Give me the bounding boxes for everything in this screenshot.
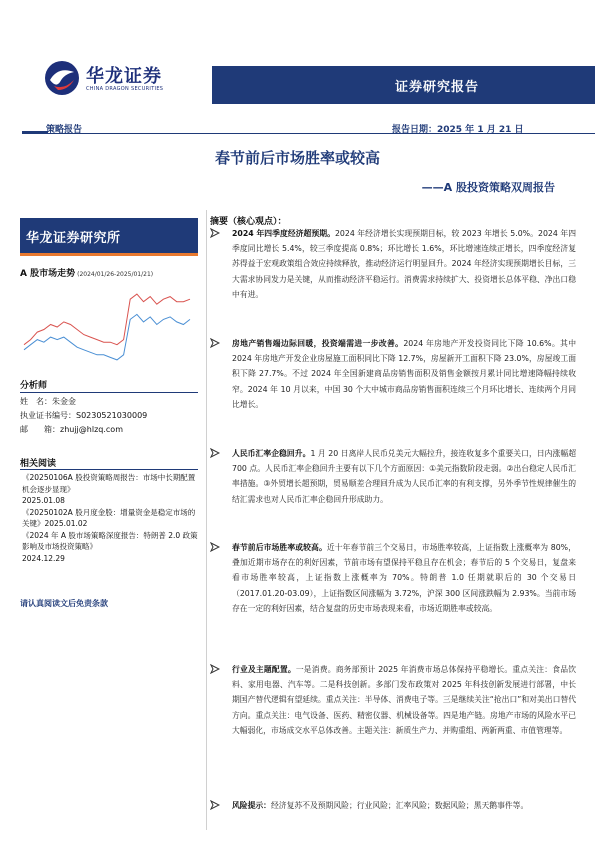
analyst-email: 邮 箱：zhujj@hlzq.com [20,425,123,434]
bullet-lead: 2024 年四季度经济超预期。 [232,229,335,238]
related-reading-list [22,472,198,564]
bullet-economy [210,226,576,302]
reading-heading: 相关阅读 [20,459,57,469]
analyst-rule [20,392,198,393]
bullet-body: 一是消费。商务部预计 2025 年消费市场总体保持平稳增长。重点关注：食品饮料、家用电器、汽车等。二是科技创新。多部门发布政策对 2025 年科技创新发展进行部署，中长期国产替代逻辑有望延续。重点关注：半导体、消费电子等。三是继续关注“抢出口”和对美出口替代方向。重点关注：电气设备、医药、精密仪器、机械设备等。四是地产链。房地产市场的风险水平已大幅弱化，市场成交水平总体改善。主题关注：新质生产力、并购重组、两新两重、市值管理等。 [232,665,577,735]
reading-item[interactable]: 《2024 年 A 股市场策略深度报告：特朗普 2.0 政策影响及市场投资策略》 [22,530,198,551]
arrow-bullet-icon [210,542,220,552]
bullet-lead: 人民币汇率企稳回升。 [232,449,311,458]
bullet-lead: 春节前后市场胜率或较高。 [232,543,327,552]
dragon-logo-icon [44,60,80,96]
bullet-risk [210,798,576,813]
bullet-holiday [210,540,576,616]
bullet-body: 2024 年经济增长实现预期目标，较 2023 年增长 5.0%。2024 年四季度同比增长 5.4%，较三季度提高 0.8%；环比增长 1.6%，环比增速连续正增长，四季度经济复苏得益于宏观政策组合效应持续释放，推动经济运行明显回升。2024 年经济实现预期增长目标，三大需求协同发力是关键，从而推动经济平稳运行。消费需求持续扩大、投资增长总体平稳、净出口稳中有进。 [232,229,576,299]
sidebar [20,210,198,830]
disclaimer-note[interactable]: 请认真阅读文后免责条款 [20,599,108,608]
bullet-currency [210,446,576,507]
trend-period: (2024/01/26-2025/01/21) [77,271,154,278]
report-date: 报告日期：2025 年 1 月 21 日 [392,125,524,135]
arrow-bullet-icon [210,800,220,810]
bullet-body: 1 月 20 日离岸人民币兑美元大幅拉升，接连收复多个重要关口，日内涨幅超 700 点。人民币汇率企稳回升主要有以下几个方面原因：①美元指数阶段走弱。②出台稳定人民币汇率措施。③外贸增长超预期，贸易顺差合理回升成为人民币汇率的有利支撑，另外季节性规律催生的结汇需求也对人民币汇率企稳回升形成助力。 [232,449,576,504]
bullet-lead: 房地产销售端边际回暖，投资端需进一步改善。 [232,339,404,348]
series-blue-line [24,314,190,360]
report-subtitle: ——A 股投资策略双周报告 [421,181,555,194]
reading-item[interactable]: 《20250106A 股投资策略周报告：市场中长期配置机会逐步显现》 [22,473,196,494]
report-category: 策略报告 [46,125,83,135]
bullet-sectors [210,662,576,738]
banner-title: 证券研究报告 [395,80,480,95]
abstract-label: 摘要（核心观点）： [210,217,287,227]
bullet-property [210,336,576,412]
analyst-cert: 执业证书编号：S0230521030009 [20,411,148,420]
reading-item: 2025.01.08 [22,496,65,505]
report-title: 春节前后市场胜率或较高 [214,149,380,167]
reading-item: 2024.12.29 [22,553,65,563]
brand-name-en: CHINA DRAGON SECURITIES [86,86,164,92]
bullet-lead: 风险提示： [232,801,271,810]
arrow-bullet-icon [210,448,220,458]
arrow-bullet-icon [210,664,220,674]
trend-title-text: A 股市场走势 [20,269,76,279]
brand-name-cn: 华龙证券 [86,66,162,87]
bullet-body: 2024 年房地产开发投资同比下降 10.6%。其中 2024 年房地产开发企业房屋施工面积同比下降 12.7%，房屋新开工面积下降 23.0%，房屋竣工面积下降 27.7%。不过 2024 年全国新建商品房销售面积及销售金额按月累计同比增速降幅持续收窄。2024 年 10 月以来，中国 30 个大中城市商品房销售面积连续三个月环比增长、连续两个月同比增长。 [232,339,576,409]
series-red-line [24,294,190,345]
analyst-heading: 分析师 [20,381,48,391]
institute-name: 华龙证券研究所 [26,231,121,246]
brand-logo [44,56,184,102]
arrow-bullet-icon [210,228,220,238]
bullet-body: 近十年春节前三个交易日，市场胜率较高，上证指数上涨概率为 80%，叠加近期市场存在的利好因素，节前市场有望保持平稳且存在机会；春节后的 5 个交易日，复盘来看市场胜率较高，上证指数上涨概率为 70%。特朗普 1.0 任期就职后的 30 个交易日（2017.01.20-03.09），上证指数区间涨幅为 3.72%，沪深 300 区间涨跌幅为 2.93%。当前市场存在一定的利好因素，结合复盘的历史市场表现来看，市场近期胜率或较高。 [232,543,576,613]
arrow-bullet-icon [210,338,220,348]
institute-banner [20,218,198,256]
bullet-body: 经济复苏不及预期风险；行业风险；汇率风险；数据风险；黑天鹅事件等。 [270,801,529,810]
market-trend-chart [20,278,198,376]
bullet-lead: 行业及主题配置。 [232,665,296,674]
reading-rule [20,469,198,470]
reading-item[interactable]: 《20250102A 股月度金股：增量资金是稳定市场的关键》2025.01.02 [22,507,196,528]
abstract [206,210,578,840]
analyst-name: 姓 名：朱金金 [20,397,76,406]
